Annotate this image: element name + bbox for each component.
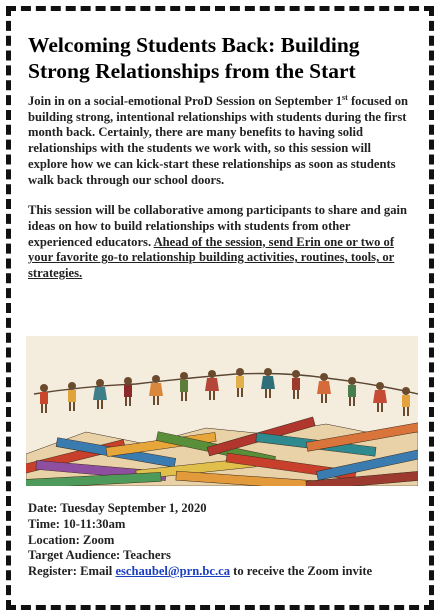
page-title: Welcoming Students Back: Building Strong Relationships from the Start (28, 33, 360, 83)
event-time: Time: 10-11:30am (28, 516, 126, 531)
intro-text-b: focused on building strong, intentional relationships with students during the first month back. Certainly, there are many benefits to having solid relationships with the students we work with, so this session will explore how we can kick-start these relationships as soon as students walk back through our school doors. (28, 94, 409, 187)
children-on-pencils-illustration (26, 336, 418, 486)
illustration-svg (26, 336, 418, 486)
flyer-body (28, 32, 412, 282)
intro-sup: st (342, 92, 348, 102)
event-location: Location: Zoom (28, 532, 115, 547)
event-date: Date: Tuesday September 1, 2020 (28, 501, 207, 515)
collab-underlined-text: Ahead of the session, send Erin one or two of your favorite go-to relationship building activities, routines, tools, or strategies. (28, 234, 395, 281)
event-register (28, 564, 412, 580)
register-email-link[interactable]: eschaubel@prn.bc.ca (115, 564, 231, 579)
register-prefix: Register: Email (28, 564, 116, 579)
register-suffix: to receive the Zoom invite (230, 564, 373, 579)
collab-text: This session will be collaborative among participants to share and gain ideas on how to build relationships with students from other experienced educators. (28, 203, 408, 249)
collab-paragraph (28, 203, 412, 282)
intro-text-a: Join in on a social-emotional ProD Session on September 1 (28, 94, 343, 108)
event-details (28, 501, 412, 580)
intro-paragraph (28, 94, 412, 188)
event-audience: Target Audience: Teachers (28, 548, 171, 563)
